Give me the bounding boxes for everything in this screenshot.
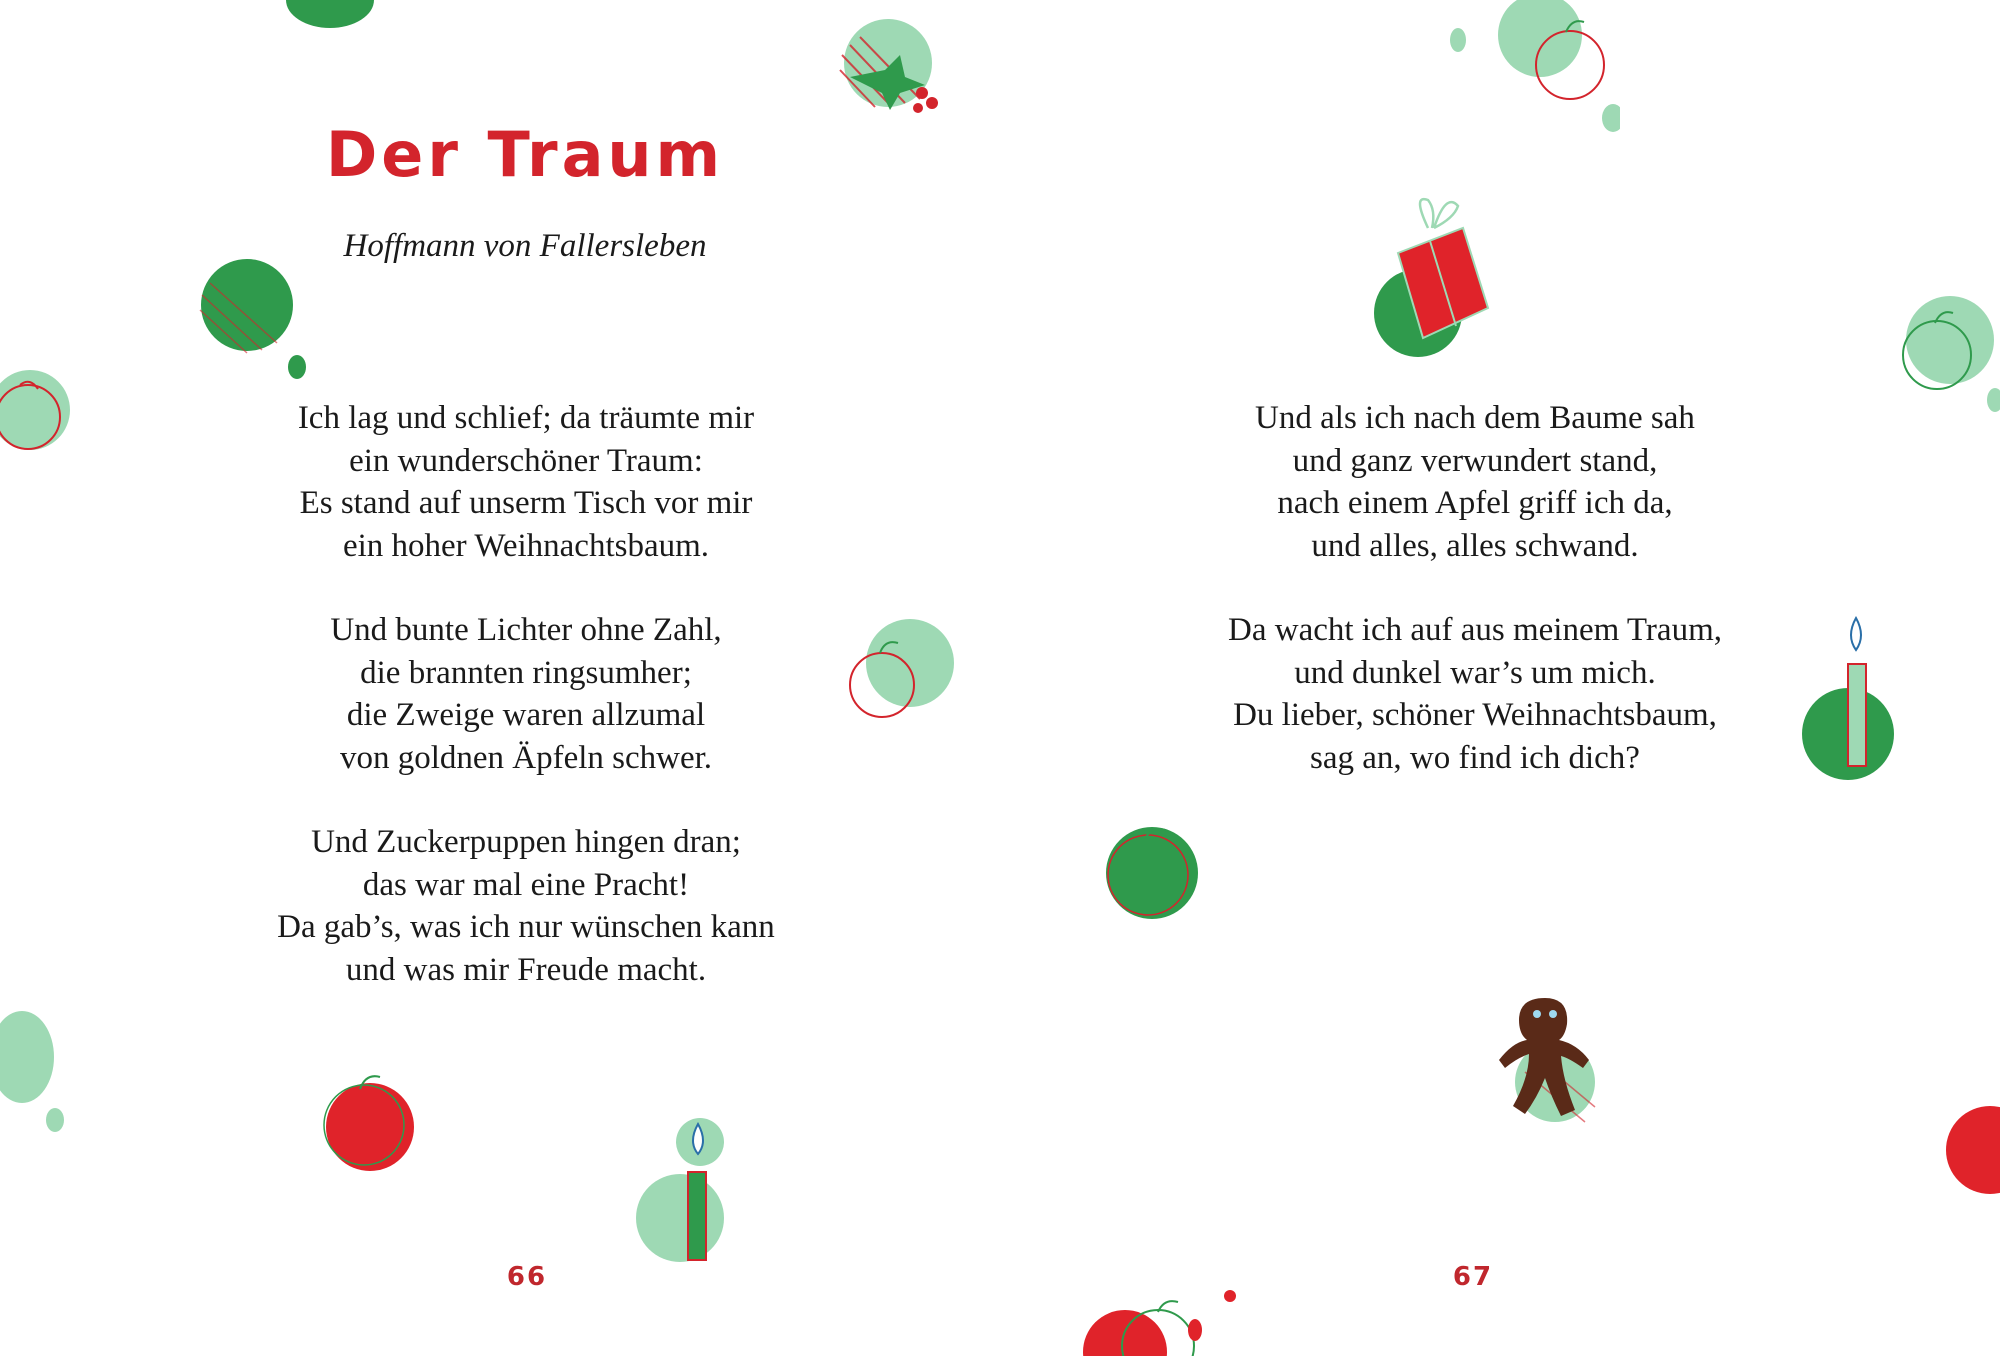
poem-line: ein wunderschöner Traum:: [349, 442, 703, 479]
apple-icon: [318, 1065, 428, 1180]
green-blob-icon: [280, 0, 380, 30]
poem-line: Es stand auf unserm Tisch vor mir: [299, 485, 753, 521]
apple-icon: [840, 615, 970, 735]
poem-line: Du lieber, schöner Weihnachtsbaum,: [1233, 697, 1717, 733]
poem-line: die Zweige waren allzumal: [346, 697, 706, 733]
poem-line: und dunkel war’s um mich.: [1294, 654, 1656, 691]
poem-line: Ich lag und schlief; da träumte mir: [297, 400, 755, 436]
apple-icon: [1450, 0, 1620, 150]
poem-line: nach einem Apfel griff ich da,: [1277, 485, 1673, 521]
apple-icon: [1940, 1105, 2000, 1205]
poem-line: von goldnen Äpfeln schwer.: [339, 739, 713, 776]
gift-icon: [1368, 178, 1508, 363]
poem-line: Da gab’s, was ich nur wünschen kann: [277, 909, 775, 945]
poem-author: Hoffmann von Fallersleben: [343, 228, 707, 264]
green-blob-icon: [0, 1005, 80, 1135]
apple-icon: [1895, 285, 2000, 415]
apple-icon: [0, 365, 80, 465]
poem-line: Und bunte Lichter ohne Zahl,: [330, 612, 722, 648]
stanza: [206, 609, 846, 779]
poem-line: und ganz verwundert stand,: [1292, 442, 1658, 479]
candle-icon: [628, 1118, 738, 1273]
gingerbread-man-icon: [1495, 992, 1605, 1152]
stanza: [1155, 609, 1795, 779]
apple-icon: [1080, 1280, 1240, 1356]
page-number-left: 66: [506, 1262, 548, 1292]
poem-line: Und Zuckerpuppen hingen dran;: [311, 824, 741, 860]
poem-right-column: [1155, 397, 1795, 821]
poem-line: sag an, wo find ich dich?: [1310, 739, 1640, 776]
star-branch-icon: [830, 15, 950, 115]
candle-icon: [1800, 612, 1900, 782]
stanza: [206, 821, 846, 991]
page-number-right: 67: [1452, 1262, 1494, 1292]
poem-left-column: [206, 397, 846, 1033]
stanza: [1155, 397, 1795, 567]
poem-line: und was mir Freude macht.: [345, 951, 707, 988]
poem-line: die brannten ringsumher;: [360, 654, 692, 691]
stanza: [206, 397, 846, 567]
apple-icon: [192, 255, 312, 385]
poem-title: Der Traum: [325, 118, 725, 191]
poem-line: Da wacht ich auf aus meinem Traum,: [1228, 612, 1722, 648]
poem-line: Und als ich nach dem Baume sah: [1255, 400, 1695, 436]
apple-icon: [1100, 825, 1210, 930]
poem-line: ein hoher Weihnachtsbaum.: [342, 527, 710, 564]
poem-line: und alles, alles schwand.: [1311, 527, 1639, 564]
poem-line: das war mal eine Pracht!: [362, 866, 690, 903]
